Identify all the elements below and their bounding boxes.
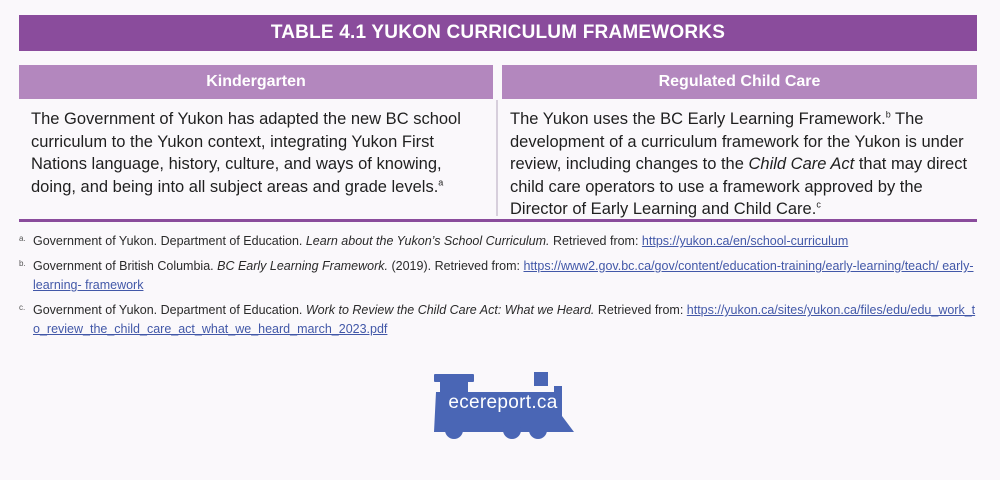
footnote-title: BC Early Learning Framework. [217, 259, 389, 273]
cell-regulated-child-care [510, 108, 970, 221]
table-title [19, 15, 977, 51]
footnote-title: Learn about the Yukon’s School Curriculum. [305, 234, 550, 248]
footnote-marker: b. [19, 259, 26, 268]
footnote-link[interactable]: https://yukon.ca/en/school-curriculum [641, 234, 849, 248]
footnote-trail: Retrieved from: [594, 303, 687, 317]
column-header-kindergarten [19, 65, 493, 99]
cell-text: The Government of Yukon has adapted the new BC school curriculum to the Yukon context, integrating Yukon First Nations language, history, culture, and ways of knowing, doing, and being into all subject areas and grade levels. [31, 110, 461, 196]
cell-text-italic-act: Child Care Act [748, 155, 855, 173]
cell-text-part1: The Yukon uses the BC Early Learning Framework. [510, 110, 886, 128]
footnote-link[interactable]: https://yukon.ca/sites/yukon.ca/files/edu/edu_work_to_review_the_child_care_act_what_we_heard_march_2023.pdf [33, 303, 976, 336]
footnote-link[interactable]: https://www2.gov.bc.ca/gov/content/education-training/early-learning/teach/ early-learning- framework [33, 259, 974, 292]
cell-kindergarten [31, 108, 483, 198]
footnote-ref-a[interactable]: a [438, 177, 444, 187]
footnotes [19, 232, 979, 345]
footnote-lead: Government of British Columbia. [33, 259, 218, 273]
column-divider [496, 100, 498, 216]
column-header-regulated-child-care [502, 65, 977, 99]
footnote-trail: (2019). Retrieved from: [388, 259, 524, 273]
footnote-title: Work to Review the Child Care Act: What we Heard. [305, 303, 595, 317]
footnote-a [19, 232, 979, 251]
footnote-ref-c[interactable]: c [816, 199, 821, 210]
footnote-lead: Government of Yukon. Department of Education. [33, 234, 306, 248]
column-header-label: Kindergarten [206, 73, 306, 90]
column-header-label: Regulated Child Care [658, 73, 821, 90]
footnote-c [19, 301, 979, 339]
footnote-b [19, 257, 979, 295]
cell-text-part3: that may direct child care operators to use a framework approved by the Director of Early Learning and Child Care. [510, 155, 968, 218]
table-bottom-rule [19, 219, 977, 222]
footnote-marker: c. [19, 303, 26, 312]
logo-text: ecereport.ca [448, 392, 558, 413]
footnote-marker: a. [19, 234, 26, 243]
table-title-text: TABLE 4.1 YUKON CURRICULUM FRAMEWORKS [270, 22, 726, 43]
cell-text-part2: The development of a curriculum framework for the Yukon is under review, including changes to the [510, 110, 964, 173]
footnote-lead: Government of Yukon. Department of Education. [33, 303, 306, 317]
footnote-ref-b[interactable]: b [885, 109, 891, 120]
footnote-trail: Retrieved from: [549, 234, 642, 248]
